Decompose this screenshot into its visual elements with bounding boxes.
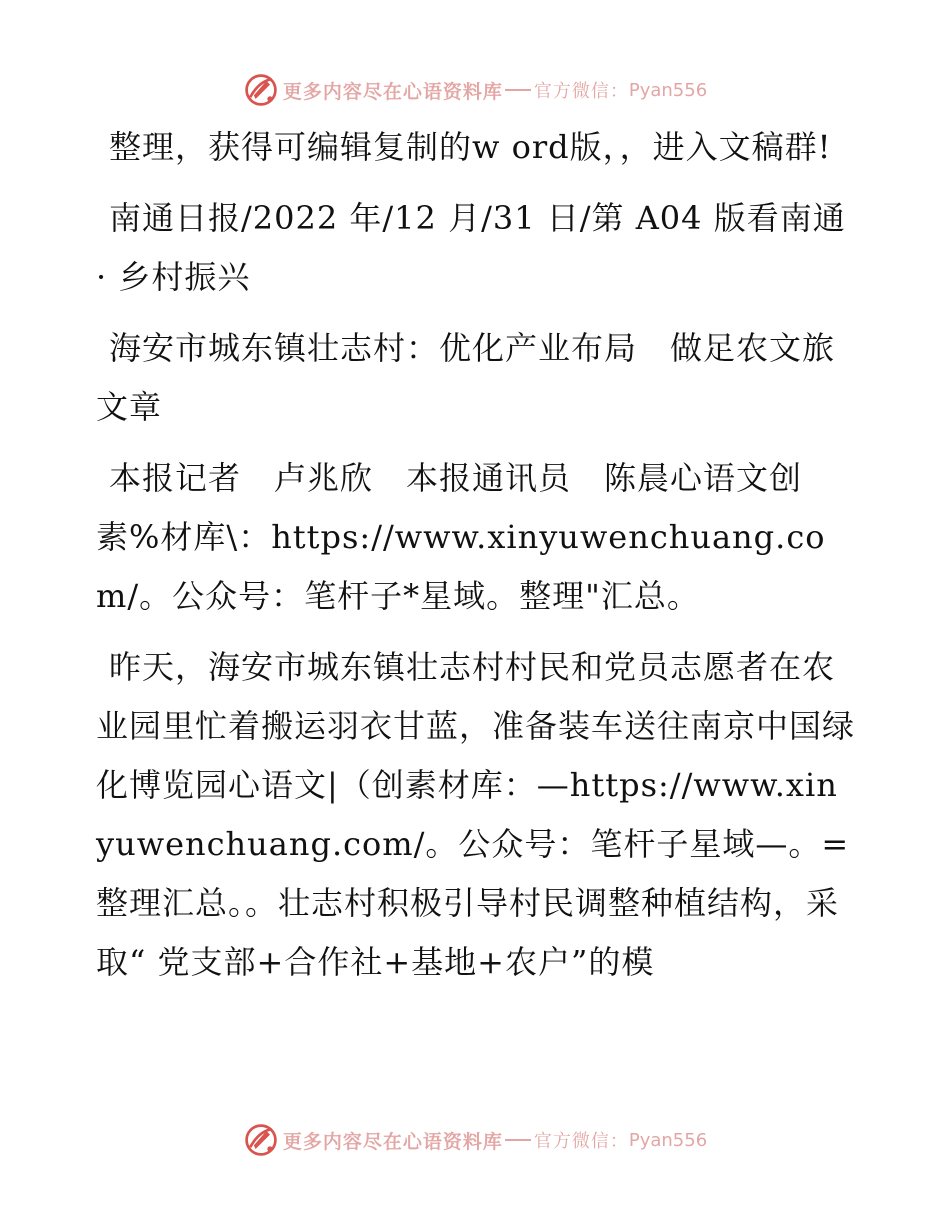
watermark-wechat-id: Pyan556 [628,1129,708,1151]
watermark-separator [505,1139,531,1141]
footer-watermark [0,1120,950,1160]
paragraph-source: 南通日报/2022 年/12 月/31 日/第 A04 版看南通· 乡村振兴 [96,199,846,296]
watermark-wechat-label: 官方微信： [533,1131,629,1152]
watermark-brand-text: 更多内容尽在心语资料库 [282,1130,503,1153]
watermark-wechat-label: 官方微信： [533,81,629,102]
watermark-separator [505,89,531,91]
paragraph-intro: 整理，获得可编辑复制的w ord版，，进入文稿群! [109,128,832,166]
watermark-brand-text: 更多内容尽在心语资料库 [282,80,503,103]
paragraph-headline: 海安市城东镇壮志村：优化产业布局 做足农文旅文章 [96,329,836,426]
pen-logo-icon [243,72,279,108]
pen-logo-icon [243,1122,279,1158]
paragraph-byline: 本报记者 卢兆欣 本报通讯员 陈晨心语文创素%材库\：https://www.xinyuwenchuang.com/。公众号：笔杆子*星域。整理"汇总。 [96,459,826,615]
watermark-wechat-id: Pyan556 [628,79,708,101]
document-body [96,118,856,1004]
header-watermark [0,70,950,110]
paragraph-body: 昨天，海安市城东镇壮志村村民和党员志愿者在农业园里忙着搬运羽衣甘蓝，准备装车送往南京中国绿化博览园心语文|（创素材库：—https://www.xinyuwenchuang.com/。公众号：笔杆子星域—。=整理汇总。。壮志村积极引导村民调整种植结构，采取“ 党支部+合作社+基地+农户”的模 [96,648,856,981]
